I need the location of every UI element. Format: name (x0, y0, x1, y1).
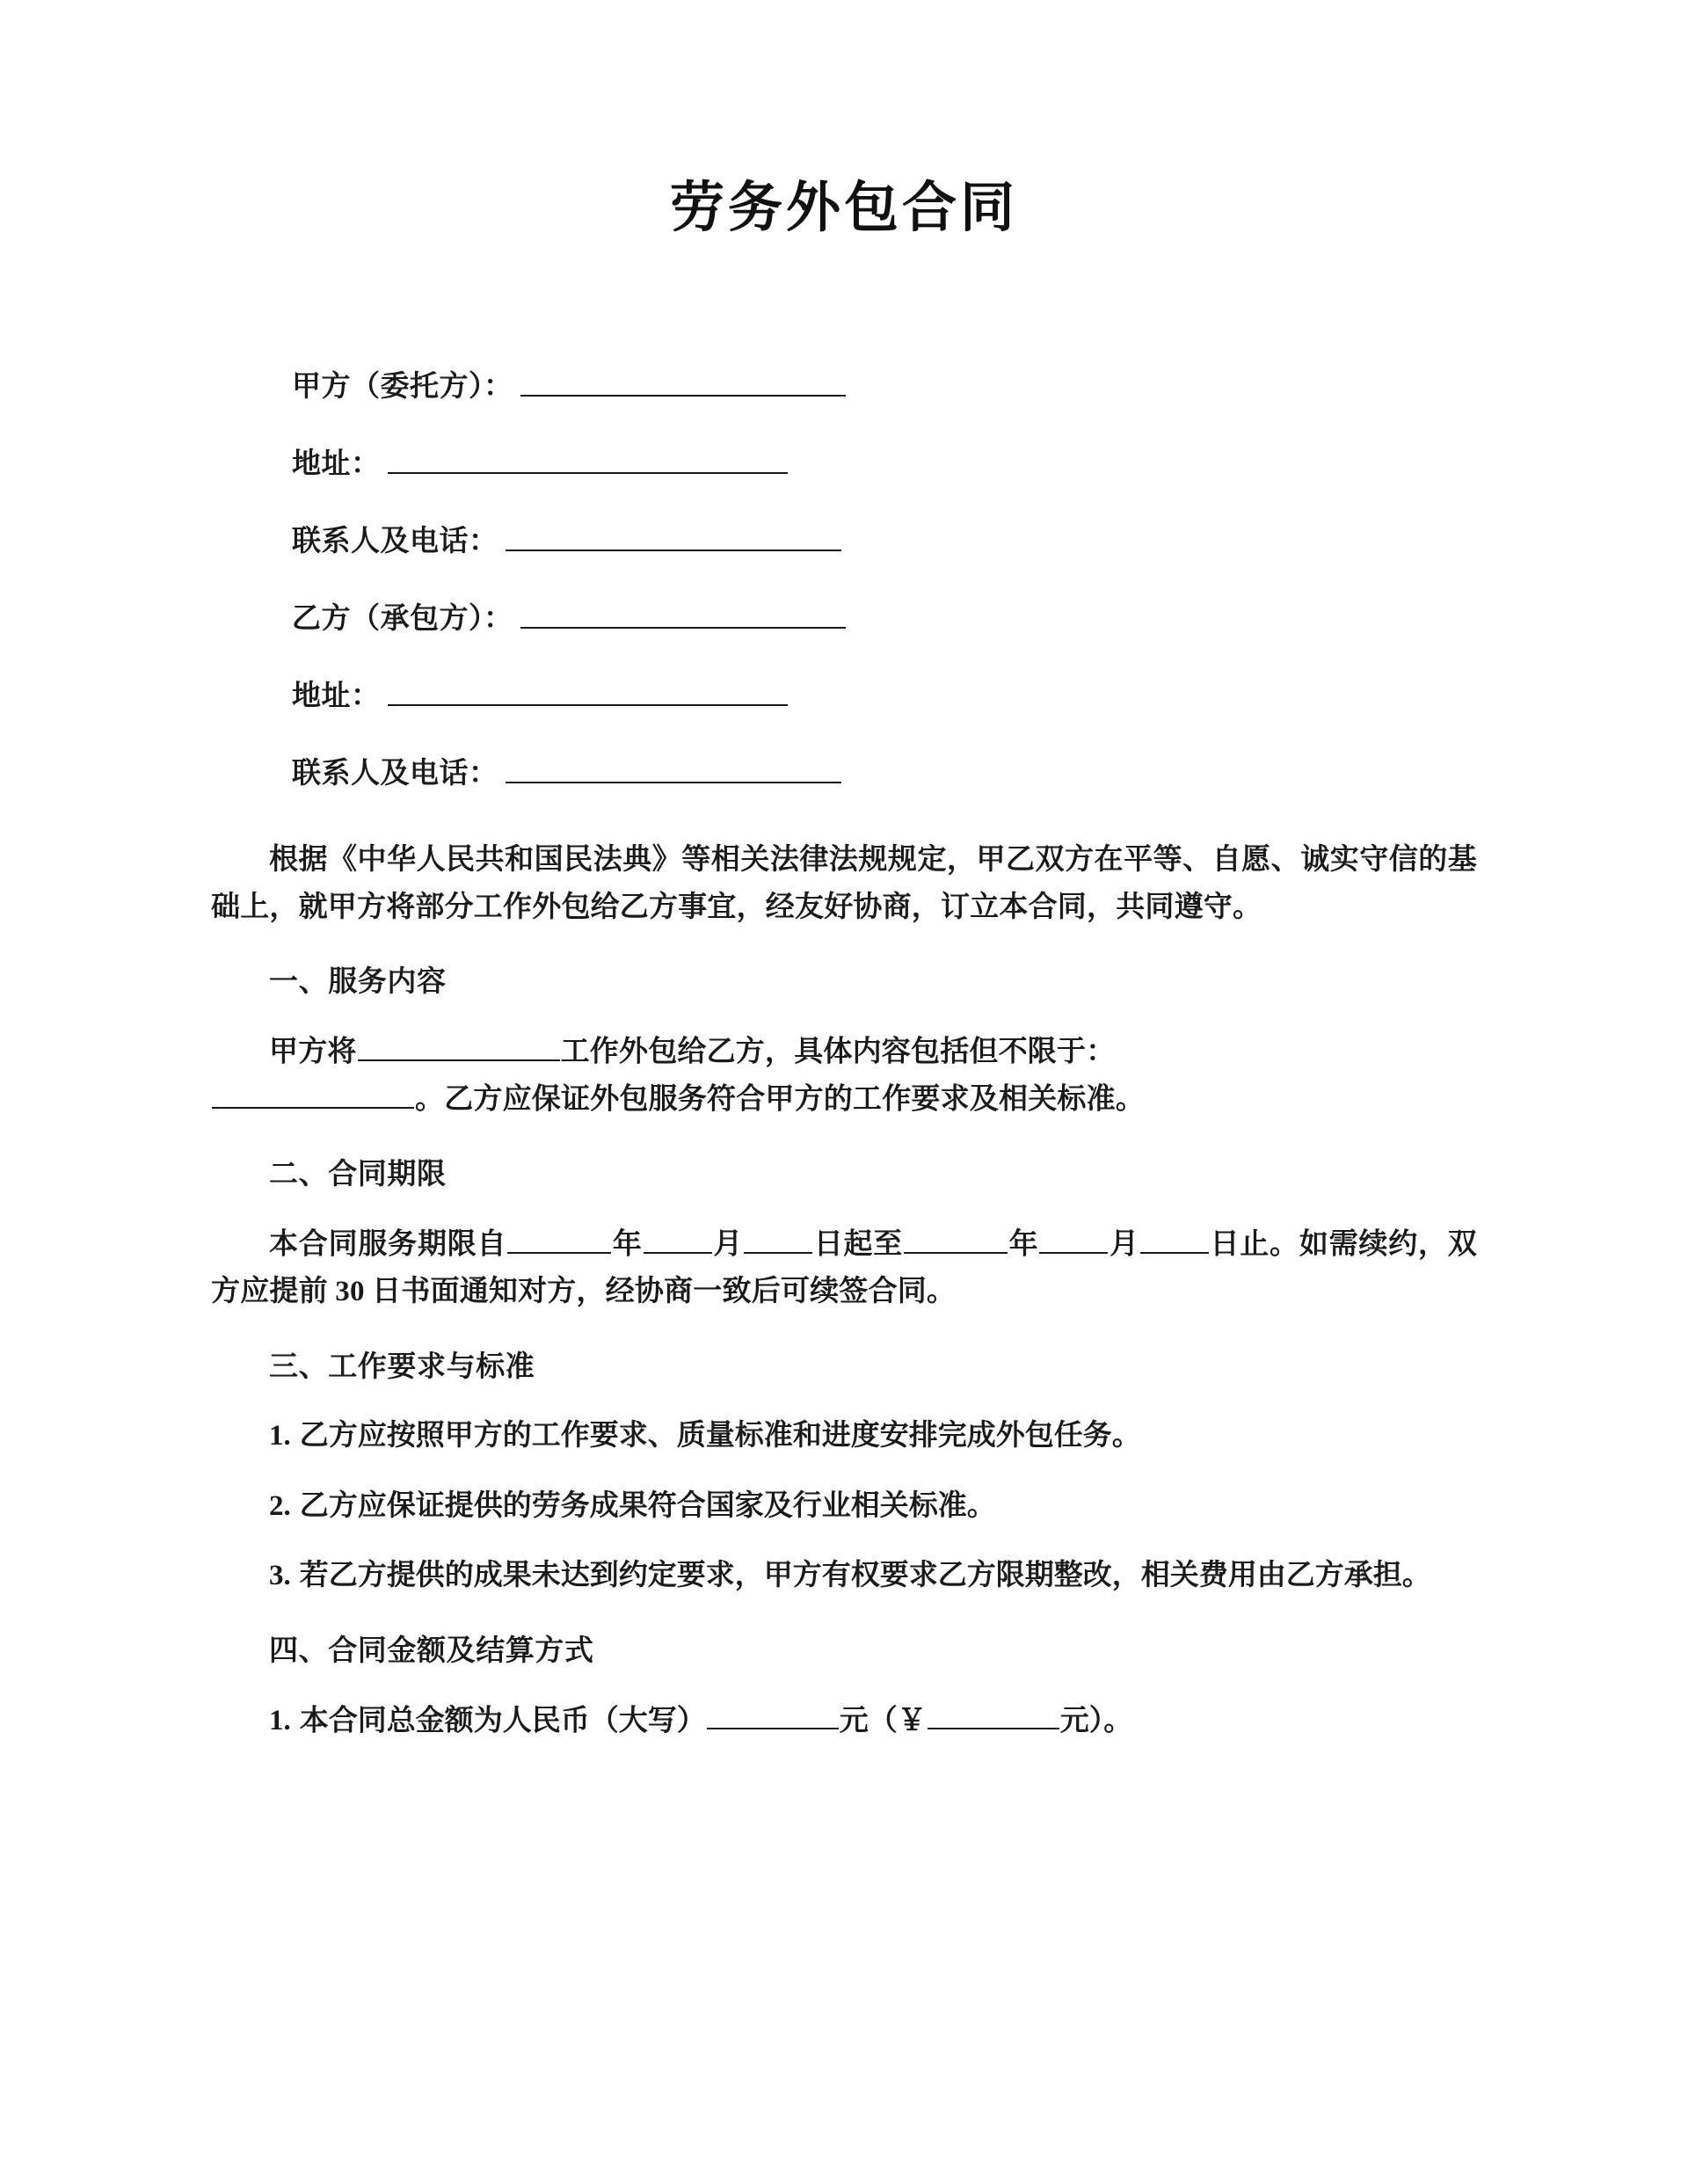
section-heading: 二、合同期限 (269, 1159, 447, 1191)
end-year-blank[interactable] (904, 1221, 1008, 1254)
party-label: 联系人及电话： (292, 526, 498, 558)
party-row-yifang-contact (292, 760, 1477, 789)
party-row-jiafang-name (292, 373, 1477, 402)
section-body (211, 1221, 1477, 1316)
party-label: 地址： (292, 448, 381, 481)
party-label: 乙方（承包方）： (292, 603, 513, 636)
amount-text-end: 元）。 (1059, 1705, 1133, 1737)
party-label: 地址： (292, 681, 381, 713)
party-information-block (211, 373, 1477, 789)
party-fill-blank[interactable] (506, 781, 841, 783)
page-title: 劳务外包合同 (669, 178, 1018, 238)
amount-text-start: 本合同总金额为人民币（大写） (299, 1705, 706, 1737)
amount-text-mid: 元（￥ (839, 1705, 927, 1737)
party-row-yifang-address (292, 682, 1477, 711)
section-heading: 四、合同金额及结算方式 (269, 1634, 594, 1667)
list-item-number: 2. (269, 1489, 291, 1522)
term-text-start: 本合同服务期限自 (269, 1228, 507, 1261)
section-contract-term (211, 1152, 1477, 1315)
service-text-before-blank: 甲方将 (269, 1036, 357, 1068)
end-day-blank[interactable] (1140, 1221, 1209, 1254)
amount-in-figures-blank[interactable] (928, 1698, 1059, 1730)
section-work-requirements (211, 1344, 1477, 1600)
list-item-number: 1. (269, 1420, 291, 1452)
service-detail-blank[interactable] (212, 1076, 414, 1109)
party-fill-blank[interactable] (520, 626, 846, 629)
start-day-blank[interactable] (744, 1221, 812, 1254)
amount-in-words-blank[interactable] (707, 1698, 839, 1730)
term-text-tail: 日止。如需续约，双方应提前 30 日书面通知对方，经协商一致后可续签合同。 (211, 1228, 1477, 1308)
service-text-after-blank: 工作外包给乙方，具体内容包括但不限于： (560, 1036, 1116, 1068)
section-heading: 三、工作要求与标准 (269, 1350, 535, 1383)
list-item-text: 若乙方提供的成果未达到约定要求，甲方有权要求乙方限期整改，相关费用由乙方承担。 (299, 1560, 1431, 1592)
list-item (211, 1698, 1477, 1745)
list-item (211, 1413, 1477, 1460)
preamble-block (211, 837, 1477, 931)
party-fill-blank[interactable] (520, 394, 846, 397)
term-year-label: 年 (612, 1228, 643, 1261)
party-label: 联系人及电话： (292, 758, 498, 790)
preamble-paragraph: 根据《中华人民共和国民法典》等相关法律法规规定，甲乙双方在平等、自愿、诚实守信的基础上，就甲方将部分工作外包给乙方事宜，经友好协商，订立本合同，共同遵守。 (211, 844, 1477, 923)
list-item (211, 1483, 1477, 1530)
end-month-blank[interactable] (1039, 1221, 1108, 1254)
service-scope-blank[interactable] (358, 1029, 560, 1061)
start-year-blank[interactable] (507, 1221, 611, 1254)
list-item-text: 乙方应保证提供的劳务成果符合国家及行业相关标准。 (299, 1489, 996, 1522)
list-item-number: 3. (269, 1560, 291, 1592)
section-heading: 一、服务内容 (269, 966, 447, 999)
party-label: 甲方（委托方）： (292, 371, 513, 404)
section-body (211, 1029, 1477, 1124)
term-year2-label: 年 (1008, 1228, 1039, 1261)
party-row-yifang-name (292, 605, 1477, 634)
list-item-number: 1. (269, 1705, 291, 1737)
term-month2-label: 月 (1109, 1228, 1139, 1261)
service-text-tail: 。乙方应保证外包服务符合甲方的工作要求及相关标准。 (415, 1083, 1145, 1116)
start-month-blank[interactable] (644, 1221, 712, 1254)
section-service-content (211, 959, 1477, 1124)
party-fill-blank[interactable] (506, 549, 841, 551)
list-item (211, 1553, 1477, 1599)
term-month-label: 月 (712, 1228, 744, 1261)
list-item-text: 乙方应按照甲方的工作要求、质量标准和进度安排完成外包任务。 (299, 1420, 1141, 1452)
party-row-jiafang-address (292, 450, 1477, 479)
party-fill-blank[interactable] (388, 471, 788, 474)
party-row-jiafang-contact (292, 528, 1477, 557)
party-fill-blank[interactable] (388, 703, 788, 706)
term-day-label: 日起至 (813, 1228, 904, 1261)
section-contract-amount (211, 1628, 1477, 1745)
